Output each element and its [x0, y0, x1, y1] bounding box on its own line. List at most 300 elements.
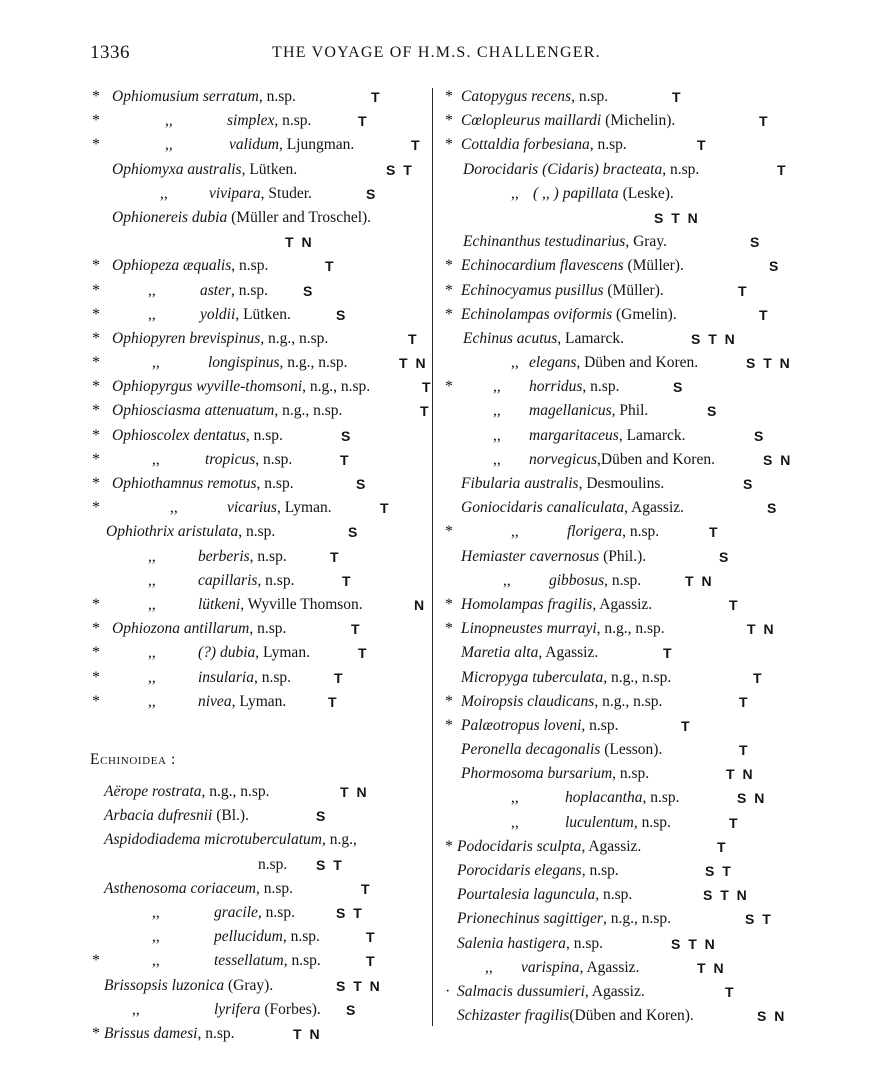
distribution-code: T N: [399, 355, 428, 372]
distribution-code: S: [719, 548, 731, 565]
authority: , n.sp.: [589, 136, 627, 154]
spacer: [90, 772, 435, 780]
species-name: Aërope rostrata: [104, 783, 202, 801]
asterisk-mark: *: [92, 136, 100, 154]
distribution-code: T: [340, 451, 351, 468]
asterisk-mark: *: [92, 112, 100, 130]
species-name: vivipara: [209, 184, 261, 202]
authority: (Gray).: [224, 976, 274, 994]
authority: , n.sp.: [231, 281, 269, 299]
distribution-code: T: [351, 621, 362, 638]
ditto-mark: ,,: [493, 378, 501, 396]
authority: , n.sp.: [595, 886, 633, 904]
species-name: Brissus damesi: [104, 1024, 198, 1042]
distribution-code: T: [729, 814, 740, 831]
species-name: Echinolampas oviformis: [461, 305, 613, 323]
authority: , Phil.: [611, 402, 649, 420]
authority: (Leske).: [618, 184, 674, 202]
authority: , n.sp.: [257, 571, 295, 589]
species-name: Ophionereis dubia: [112, 208, 228, 226]
distribution-code: T: [738, 282, 749, 299]
species-name: Fibularia australis: [461, 475, 579, 492]
authority: , n.sp.: [565, 934, 603, 952]
authority: , Düben and Koren.: [576, 354, 699, 372]
species-entry: [549, 569, 641, 593]
distribution-code: S T: [745, 911, 773, 928]
species-name: Pourtalesia laguncula: [457, 886, 596, 904]
species-name: Prionechinus sagittiger: [457, 910, 603, 928]
asterisk-mark: *: [92, 281, 100, 299]
ditto-mark: ,,: [493, 402, 501, 420]
species-name: gibbosus: [549, 571, 605, 589]
authority: , Lütken.: [241, 160, 298, 178]
authority: (Bl.).: [212, 807, 249, 825]
authority: , n.sp.: [662, 160, 700, 178]
species-name: varispina: [521, 958, 580, 976]
distribution-code: T: [330, 548, 341, 565]
species-entry: [209, 182, 312, 206]
species-name: Podocidaris sculpta: [457, 837, 582, 855]
species-name: Ophiopeza æqualis: [112, 257, 232, 275]
species-entry: [457, 883, 632, 907]
species-name: margaritaceus: [529, 426, 619, 444]
species-name: ( ,, ) papillata: [533, 184, 619, 202]
list-item: [441, 932, 801, 956]
ditto-mark: ,,: [148, 668, 156, 686]
distribution-code: S: [316, 808, 328, 825]
distribution-code: S T N: [336, 977, 382, 994]
species-entry: [198, 666, 291, 690]
species-entry: [112, 617, 286, 641]
list-item: [90, 206, 435, 230]
species-entry: [461, 254, 684, 278]
authority: , n.sp.: [257, 904, 295, 921]
list-item: [90, 690, 435, 714]
distribution-code: T: [380, 500, 391, 517]
list-item: [441, 327, 801, 351]
species-name: Ophiothrix aristulata: [106, 523, 239, 541]
authority: , Wyville Thomson.: [240, 595, 363, 613]
authority: , Lamarck.: [618, 426, 686, 444]
species-name: (?) dubia: [198, 644, 256, 662]
distribution-code: T: [358, 645, 369, 662]
distribution-code: T: [408, 330, 419, 347]
species-entry: [104, 828, 357, 852]
authority: , Desmoulins.: [578, 475, 665, 492]
species-entry: [461, 593, 652, 617]
species-name: Ophiopyrgus wyville-thomsoni: [112, 378, 303, 396]
distribution-code: T: [725, 983, 736, 1000]
species-name: Ophiozona antillarum: [112, 620, 250, 638]
distribution-code: S: [769, 258, 781, 275]
authority: , Studer.: [260, 184, 312, 202]
ditto-mark: ,,: [485, 958, 493, 976]
authority: , Lamarck.: [557, 329, 624, 347]
list-item: [441, 738, 801, 762]
species-name: Ophiomyxa australis: [112, 160, 242, 178]
ditto-mark: ,,: [152, 952, 160, 970]
species-entry: [457, 835, 641, 859]
distribution-code: T: [672, 89, 683, 105]
asterisk-mark: *: [92, 952, 100, 970]
list-item: [90, 593, 435, 617]
species-entry: [198, 569, 294, 593]
species-name: horridus: [529, 378, 583, 396]
list-item: [90, 472, 435, 496]
distribution-code: T: [358, 113, 369, 130]
asterisk-mark: *: [92, 692, 100, 710]
list-item: [441, 690, 801, 714]
species-name: Maretia alta: [461, 644, 539, 662]
species-name: Echinocardium flavescens: [461, 257, 624, 275]
species-name: Cœlopleurus maillardi: [461, 112, 602, 130]
authority: , n.g., n.sp.: [302, 378, 371, 396]
species-name: Schizaster fragilis: [457, 1007, 570, 1025]
distribution-code: S: [754, 427, 766, 444]
running-title: THE VOYAGE OF H.M.S. CHALLENGER.: [272, 44, 601, 61]
list-item: [441, 109, 801, 133]
distribution-code: S N: [763, 451, 793, 468]
distribution-code: T: [739, 742, 750, 759]
species-entry: [463, 158, 699, 182]
list-item: [441, 399, 801, 423]
authority: , n.sp.: [582, 378, 620, 396]
authority: , n.sp.: [612, 765, 650, 783]
ditto-mark: ,,: [132, 1000, 140, 1018]
species-entry: [214, 925, 320, 949]
list-item: [90, 520, 435, 544]
species-name: Asthenosoma coriaceum: [104, 879, 256, 897]
species-entry: [461, 641, 598, 665]
asterisk-mark: *: [92, 88, 100, 105]
ditto-mark: ,,: [165, 136, 173, 154]
list-item: [441, 520, 801, 544]
distribution-code: S: [767, 500, 779, 517]
authority: , Lütken.: [235, 305, 291, 323]
authority: , n.sp.: [581, 862, 619, 879]
distribution-code: T: [366, 953, 377, 970]
asterisk-mark: *: [445, 112, 453, 130]
list-item: [90, 641, 435, 665]
species-name: Peronella decagonalis: [461, 741, 601, 759]
asterisk-mark: *: [92, 450, 100, 468]
list-item: [441, 617, 801, 641]
authority: , n.sp.: [581, 716, 619, 734]
distribution-code: T: [697, 137, 708, 154]
authority: , Agassiz.: [592, 595, 653, 613]
asterisk-mark: *: [445, 281, 453, 299]
asterisk-mark: *: [445, 257, 453, 275]
list-item: [90, 254, 435, 278]
authority: , n.sp.: [283, 952, 321, 970]
authority: , Agassiz.: [579, 958, 640, 976]
distribution-code: T: [709, 524, 720, 541]
list-item: [441, 786, 801, 810]
species-entry: [529, 424, 686, 448]
species-name: lütkeni: [198, 595, 241, 613]
species-entry: [214, 949, 321, 973]
species-entry: [258, 853, 287, 877]
authority: , n.sp.: [622, 523, 660, 541]
distribution-code: S T: [316, 856, 344, 873]
species-entry: [112, 424, 283, 448]
species-entry: [461, 109, 675, 133]
ditto-mark: ,,: [165, 112, 173, 130]
species-name: Brissopsis luzonica: [104, 976, 225, 994]
list-item: [441, 859, 801, 883]
asterisk-mark: *: [92, 402, 100, 420]
authority: , n.sp.: [633, 813, 671, 831]
asterisk-mark: *: [92, 257, 100, 275]
species-entry: [521, 956, 639, 980]
ditto-mark: ,,: [148, 595, 156, 613]
list-item: [441, 182, 801, 206]
authority: , n.g., n.sp.: [274, 402, 343, 420]
section-heading-row: [90, 748, 435, 772]
distribution-code: T: [759, 113, 770, 130]
list-item: [441, 569, 801, 593]
distribution-code: T N: [685, 572, 714, 589]
authority: , Agassiz.: [538, 644, 599, 662]
authority: , n.g., n.sp.: [594, 692, 663, 710]
list-item: [441, 545, 801, 569]
distribution-code: T: [420, 403, 431, 420]
distribution-code: S T N: [746, 355, 792, 372]
asterisk-mark: *: [92, 378, 100, 396]
list-item: [90, 399, 435, 423]
authority: , n.g., n.sp.: [603, 668, 672, 686]
authority: (Düben and Koren).: [569, 1007, 694, 1025]
list-item: [90, 974, 435, 998]
species-name: hoplacantha: [565, 789, 643, 807]
distribution-code: T: [361, 880, 372, 897]
species-entry: [214, 901, 295, 925]
species-entry: [208, 351, 348, 375]
species-name: longispinus: [208, 354, 280, 372]
ditto-mark: ,,: [493, 450, 501, 468]
list-item: [90, 804, 435, 828]
species-entry: [457, 859, 619, 883]
species-entry: [463, 230, 667, 254]
species-entry: [112, 399, 342, 423]
list-item: [90, 424, 435, 448]
right-column: [441, 85, 801, 1028]
species-name: Porocidaris elegans: [457, 862, 582, 879]
list-item: [90, 545, 435, 569]
asterisk-mark: *: [445, 523, 453, 541]
distribution-code: T: [366, 929, 377, 946]
list-item: [90, 375, 435, 399]
species-entry: [567, 520, 659, 544]
distribution-code: S T N: [691, 330, 737, 347]
authority: , n.g., n.sp.: [279, 354, 348, 372]
species-entry: [461, 738, 662, 762]
distribution-code: T: [753, 669, 764, 686]
list-item: [90, 828, 435, 852]
distribution-code: S: [707, 403, 719, 420]
distribution-code: S: [341, 427, 353, 444]
distribution-code: S T: [705, 863, 733, 879]
species-name: Echinus acutus: [463, 329, 558, 347]
asterisk-mark: *: [445, 837, 453, 855]
authority: , n.sp.: [245, 426, 283, 444]
page-number: 1336: [90, 42, 130, 63]
ditto-mark: ,,: [511, 354, 519, 372]
ditto-mark: ,,: [170, 499, 178, 517]
distribution-code: S: [348, 524, 360, 541]
species-name: berberis: [198, 547, 250, 565]
species-entry: [227, 109, 311, 133]
species-entry: [533, 182, 674, 206]
asterisk-mark: *: [92, 499, 100, 517]
authority: , n.sp.: [642, 789, 680, 807]
authority: (Lesson).: [600, 741, 663, 759]
species-entry: [457, 932, 603, 956]
distribution-code: S: [750, 234, 762, 251]
asterisk-mark: *: [92, 305, 100, 323]
list-item: [441, 424, 801, 448]
asterisk-mark: *: [445, 305, 453, 323]
list-item: [441, 1004, 801, 1028]
distribution-code: S T: [386, 161, 414, 178]
distribution-code: T: [422, 379, 433, 396]
list-item: [441, 303, 801, 327]
asterisk-mark: *: [92, 426, 100, 444]
distribution-code: S N: [737, 790, 767, 807]
ditto-mark: ,,: [511, 184, 519, 202]
ditto-mark: ,,: [511, 789, 519, 807]
authority: , Lyman.: [231, 692, 287, 710]
list-item: [90, 279, 435, 303]
species-name: florigera: [567, 523, 623, 541]
authority: , n.sp.: [249, 620, 287, 638]
authority: (Forbes).: [260, 1000, 321, 1018]
authority: , n.sp.: [255, 450, 293, 468]
authority: , n.sp.: [249, 547, 287, 565]
species-name: Ophiothamnus remotus: [112, 475, 257, 492]
list-item: [90, 303, 435, 327]
species-entry: [112, 85, 296, 109]
authority: , Agassiz.: [581, 837, 642, 855]
species-name: Ophiosciasma attenuatum: [112, 402, 275, 420]
asterisk-mark: *: [92, 595, 100, 613]
species-name: yoldii: [200, 305, 236, 323]
distribution-code: S N: [757, 1008, 787, 1025]
species-entry: [461, 690, 662, 714]
authority: (Müller).: [623, 257, 684, 275]
asterisk-mark: *: [92, 475, 100, 492]
authority: , n.sp.: [238, 523, 276, 541]
dot-mark: ·: [445, 982, 451, 1000]
distribution-code: T N: [285, 234, 314, 251]
species-entry: [461, 133, 627, 157]
list-item: [90, 448, 435, 472]
section-heading: Echinoidea :: [90, 750, 176, 768]
distribution-code: T N: [726, 766, 755, 783]
authority: (Phil.).: [599, 547, 647, 565]
species-entry: [461, 85, 608, 109]
authority: (Müller).: [603, 281, 664, 299]
species-entry: [457, 1004, 694, 1028]
authority: , n.g., n.sp.: [602, 910, 671, 928]
asterisk-mark: *: [445, 620, 453, 638]
species-name: vicarius: [227, 499, 277, 517]
distribution-code: T N: [747, 621, 776, 638]
species-entry: [112, 158, 297, 182]
species-name: norvegicus: [529, 450, 598, 468]
species-entry: [461, 762, 649, 786]
species-name: Dorocidaris (Cidaris) bracteata: [463, 160, 663, 178]
species-entry: [461, 714, 618, 738]
authority: , n.sp.: [255, 879, 294, 897]
list-item: [441, 762, 801, 786]
species-name: Ophioscolex dentatus: [112, 426, 246, 444]
distribution-code: S: [356, 476, 368, 492]
authority: (Müller and Troschel).: [227, 208, 372, 226]
distribution-code: T: [681, 717, 692, 734]
list-item: [90, 133, 435, 157]
species-entry: [529, 351, 698, 375]
list-item: [441, 351, 801, 375]
list-item: [90, 998, 435, 1022]
ditto-mark: ,,: [148, 644, 156, 662]
distribution-code: S T N: [654, 209, 700, 226]
list-item: [441, 206, 801, 230]
distribution-code: S: [673, 379, 685, 396]
distribution-code: S T N: [703, 887, 749, 904]
asterisk-mark: *: [92, 1024, 100, 1042]
species-entry: [461, 496, 684, 520]
species-entry: [529, 399, 648, 423]
authority: , n.sp.: [256, 475, 294, 492]
asterisk-mark: *: [92, 329, 100, 347]
list-item: [90, 351, 435, 375]
list-item: [441, 883, 801, 907]
species-entry: [104, 804, 249, 828]
asterisk-mark: *: [92, 620, 100, 638]
species-entry: [457, 980, 645, 1004]
authority: , Agassiz.: [584, 982, 645, 1000]
asterisk-mark: *: [92, 354, 100, 372]
list-item: [90, 569, 435, 593]
authority: (Michelin).: [601, 112, 676, 130]
species-name: Salenia hastigera: [457, 934, 566, 952]
list-item: [90, 496, 435, 520]
authority: , n.sp.: [258, 88, 296, 105]
ditto-mark: ,,: [148, 571, 156, 589]
authority: , Lyman.: [255, 644, 310, 662]
species-entry: [112, 327, 328, 351]
list-item: [90, 230, 435, 254]
list-item: [90, 617, 435, 641]
asterisk-mark: *: [92, 668, 100, 686]
distribution-code: T: [759, 306, 770, 323]
species-entry: [529, 375, 619, 399]
species-name: insularia: [198, 668, 254, 686]
ditto-mark: ,,: [152, 904, 160, 921]
species-name: Catopygus recens: [461, 88, 572, 105]
species-entry: [229, 133, 354, 157]
authority: , n.sp.: [197, 1024, 235, 1042]
list-item: [441, 158, 801, 182]
species-entry: [198, 593, 363, 617]
species-name: Hemiaster cavernosus: [461, 547, 600, 565]
species-name: Micropyga tuberculata: [461, 668, 604, 686]
list-item: [90, 158, 435, 182]
species-entry: [104, 1022, 235, 1046]
ditto-mark: ,,: [511, 523, 519, 541]
species-name: tessellatum: [214, 952, 284, 970]
